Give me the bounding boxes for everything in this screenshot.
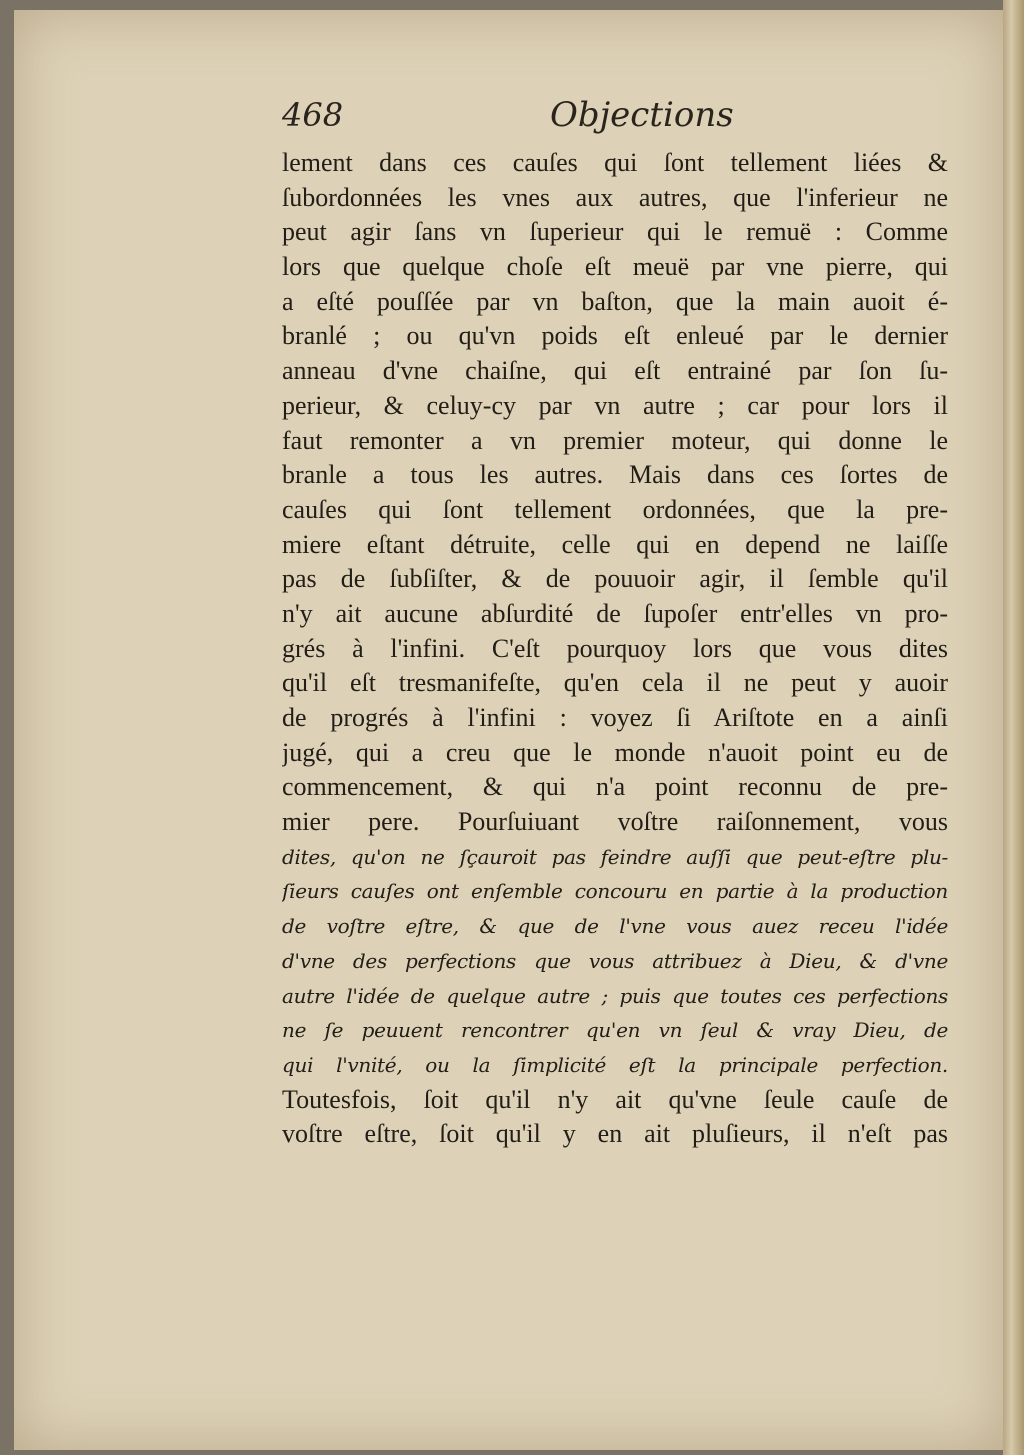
running-head: Objections	[550, 95, 734, 135]
text-line: lors que quelque choſe eſt meuë par vne pierre, qui	[282, 252, 948, 282]
text-line: ne ſe peuuent rencontrer qu'en vn ſeul & vray Dieu, de	[282, 1018, 948, 1043]
body-text	[282, 146, 948, 1152]
text-line: peut agir ſans vn ſuperieur qui le remuë : Comme	[282, 217, 948, 247]
text-line: ſieurs cauſes ont enſemble concouru en partie à la production	[282, 879, 948, 904]
text-line: autre l'idée de quelque autre ; puis que toutes ces perfections	[282, 983, 948, 1008]
text-line: jugé, qui a creu que le monde n'auoit point eu de	[282, 737, 948, 767]
page-number: 468	[282, 96, 344, 134]
text-line: a eſté pouſſée par vn baſton, que la main auoit é-	[282, 286, 948, 316]
text-line: voſtre eſtre, ſoit qu'il y en ait pluſieurs, il n'eſt pas	[282, 1119, 948, 1149]
text-line: qui l'vnité, ou la ſimplicité eſt la principale perfection.	[282, 1052, 948, 1077]
text-line: miere eſtant détruite, celle qui en depend ne laiſſe	[282, 529, 948, 559]
text-line: de progrés à l'infini : voyez ſi Ariſtote en a ainſi	[282, 703, 948, 732]
text-line: cauſes qui ſont tellement ordonnées, que la pre-	[282, 494, 948, 524]
text-line: perieur, & celuy-cy par vn autre ; car pour lors il	[282, 390, 948, 420]
text-line: ſubordonnées les vnes aux autres, que l'inferieur ne	[282, 182, 948, 212]
text-line: mier pere. Pourſuiuant voſtre raiſonnement, vous	[282, 807, 948, 837]
text-line: commencement, & qui n'a point reconnu de pre-	[282, 772, 948, 802]
text-line: branle a tous les autres. Mais dans ces ſortes de	[282, 460, 948, 490]
text-line: anneau d'vne chaiſne, qui eſt entrainé par ſon ſu-	[282, 356, 948, 386]
text-line: lement dans ces cauſes qui ſont tellement liées &	[282, 148, 948, 177]
text-line: Toutesfois, ſoit qu'il n'y ait qu'vne ſeule cauſe de	[282, 1084, 948, 1114]
text-line: branlé ; ou qu'vn poids eſt enleué par le dernier	[282, 321, 948, 351]
text-line: n'y ait aucune abſurdité de ſupoſer entr'elles vn pro-	[282, 598, 948, 628]
text-line: grés à l'infini. C'eſt pourquoy lors que vous dites	[282, 633, 948, 663]
page-header	[282, 94, 962, 144]
text-line: qu'il eſt tresmanifeſte, qu'en cela il ne peut y auoir	[282, 668, 948, 698]
text-line: dites, qu'on ne ſçauroit pas feindre auſſi que peut-eſtre plu-	[282, 844, 948, 869]
text-line: d'vne des perfections que vous attribuez à Dieu, & d'vne	[282, 948, 948, 973]
text-line: pas de ſubſiſter, & de pouuoir agir, il ſemble qu'il	[282, 564, 948, 594]
page-edge	[1003, 0, 1024, 1455]
text-line: faut remonter a vn premier moteur, qui donne le	[282, 425, 948, 455]
text-line: de voſtre eſtre, & que de l'vne vous auez receu l'idée	[282, 914, 948, 939]
